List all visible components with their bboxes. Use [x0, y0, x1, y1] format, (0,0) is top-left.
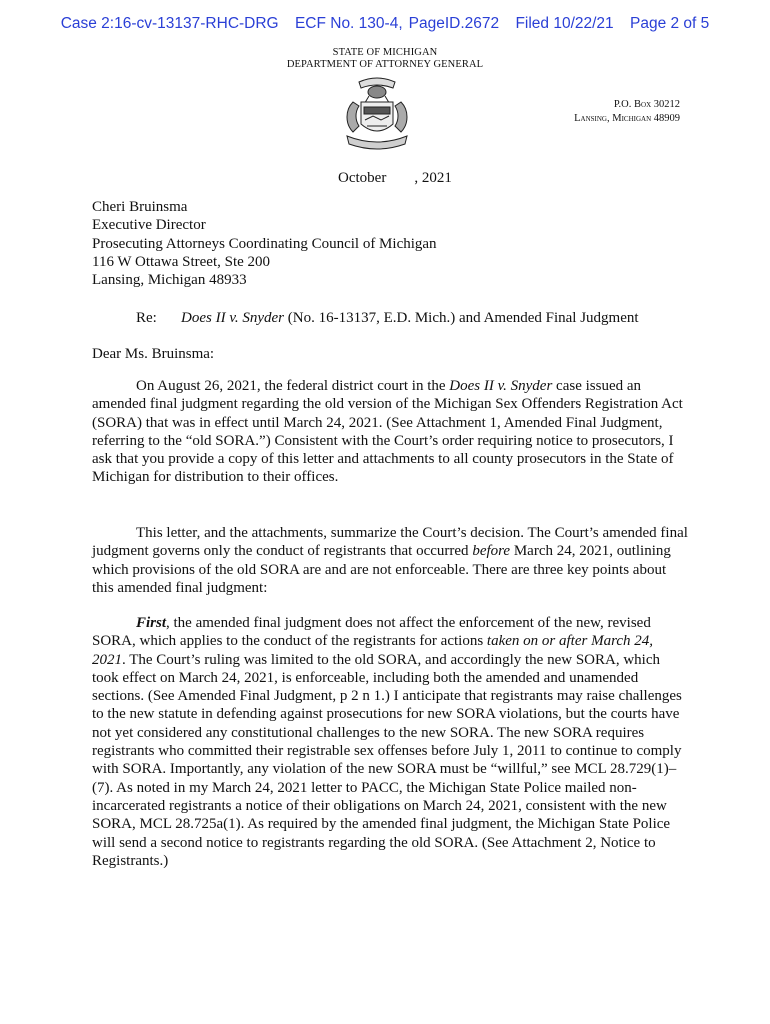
page-id: PageID.2672 [408, 15, 500, 32]
city-state-zip: Lansing, Michigan 48909 [574, 113, 680, 124]
subject-label: Re: [136, 310, 157, 326]
letter-date [338, 170, 452, 187]
page-count: Page 2 of 5 [630, 15, 710, 32]
subject-rest: (No. 16-13137, E.D. Mich.) and Amended Final Judgment [284, 310, 639, 326]
paragraph-3-text-a: , the amended final judgment does not affect the enforcement of the new, revised SORA, which applies to the conduct of the registrants for actions [92, 615, 651, 650]
paragraph-2-text-b: March 24, 2021, outlining which provisions of the old SORA are and are not enforceable. There are three key points about this amended final judgment: [92, 543, 671, 596]
paragraph-3 [92, 614, 688, 870]
paragraph-3-text-b: . The Court’s ruling was limited to the old SORA, and accordingly the new SORA, which took effect on March 24, 2021, is enforceable, including both the amended and unamended sections. (See Amended Final Judgment, p 2 n 1.) I anticipate that registrants may raise challenges to the new statute in defending against prosecutions for new SORA violations, but the courts have not yet considered any constitutional challenges to the new SORA. The new SORA requires registrants who committed their registrable sex offenses before July 1, 2011 to continue to comply with SORA. Importantly, any violation of the new SORA must be “willful,” see MCL 28.729(1)–(7). As noted in my March 24, 2021 letter to PACC, the Michigan State Police mailed non-incarcerated registrants a notice of their obligations on March 24, 2021, consistent with the new SORA, MCL 28.725a(1). As required by the amended final judgment, the Michigan State Police will send a second notice to registrants regarding the old SORA. (See Attachment 2, Notice to Registrants.) [92, 651, 682, 869]
michigan-state-seal-icon [339, 76, 415, 154]
paragraph-2 [92, 524, 688, 597]
paragraph-2-emphasis: before [472, 543, 511, 560]
paragraph-1-text-b: case issued an amended final judgment regarding the old version of the Michigan Sex Offenders Registration Act (SORA) that was in effect until March 24, 2021. (See Attachment 1, Amended Final Judgment, referring to the “old SORA.”) Consistent with the Court’s order requiring notice to prosecutors, I ask that you provide a copy of this letter and attachments to all county prosecutors in the State of Michigan for distribution to their offices. [92, 378, 683, 486]
department-name: DEPARTMENT OF ATTORNEY GENERAL [286, 59, 484, 70]
po-box: P.O. Box 30212 [613, 99, 680, 110]
letterhead [0, 47, 770, 71]
ecf-number: ECF No. 130-4, [294, 15, 403, 32]
recipient-city: Lansing, Michigan 48933 [92, 272, 247, 289]
paragraph-3-lead: First [136, 615, 167, 631]
paragraph-1 [92, 377, 688, 487]
date-year: , 2021 [414, 170, 452, 186]
paragraph-3-emphasis: taken on or after March 24, 2021 [92, 633, 654, 668]
recipient-street: 116 W Ottawa Street, Ste 200 [92, 253, 271, 270]
case-number: Case 2:16-cv-13137-RHC-DRG [60, 15, 279, 32]
court-filing-header [0, 15, 770, 33]
recipient-organization: Prosecuting Attorneys Coordinating Council of Michigan [92, 235, 437, 252]
date-month: October [338, 170, 387, 186]
subject-case-name: Does II v. Snyder [181, 310, 285, 326]
paragraph-1-case-name: Does II v. Snyder [449, 378, 553, 394]
recipient-title: Executive Director [92, 217, 206, 234]
recipient-block [92, 198, 688, 289]
paragraph-1-text-a: On August 26, 2021, the federal district court in the [136, 378, 450, 394]
mailing-address [574, 98, 680, 126]
paragraph-2-text-a: This letter, and the attachments, summarize the Court’s decision. The Court’s amended final judgment governs only the conduct of registrants that occurred [92, 525, 688, 560]
recipient-name: Cheri Bruinsma [92, 199, 188, 215]
subject-line [136, 309, 716, 327]
state-name: STATE OF MICHIGAN [332, 47, 438, 58]
salutation: Dear Ms. Bruinsma: [92, 346, 215, 362]
filed-date: Filed 10/22/21 [515, 15, 614, 32]
